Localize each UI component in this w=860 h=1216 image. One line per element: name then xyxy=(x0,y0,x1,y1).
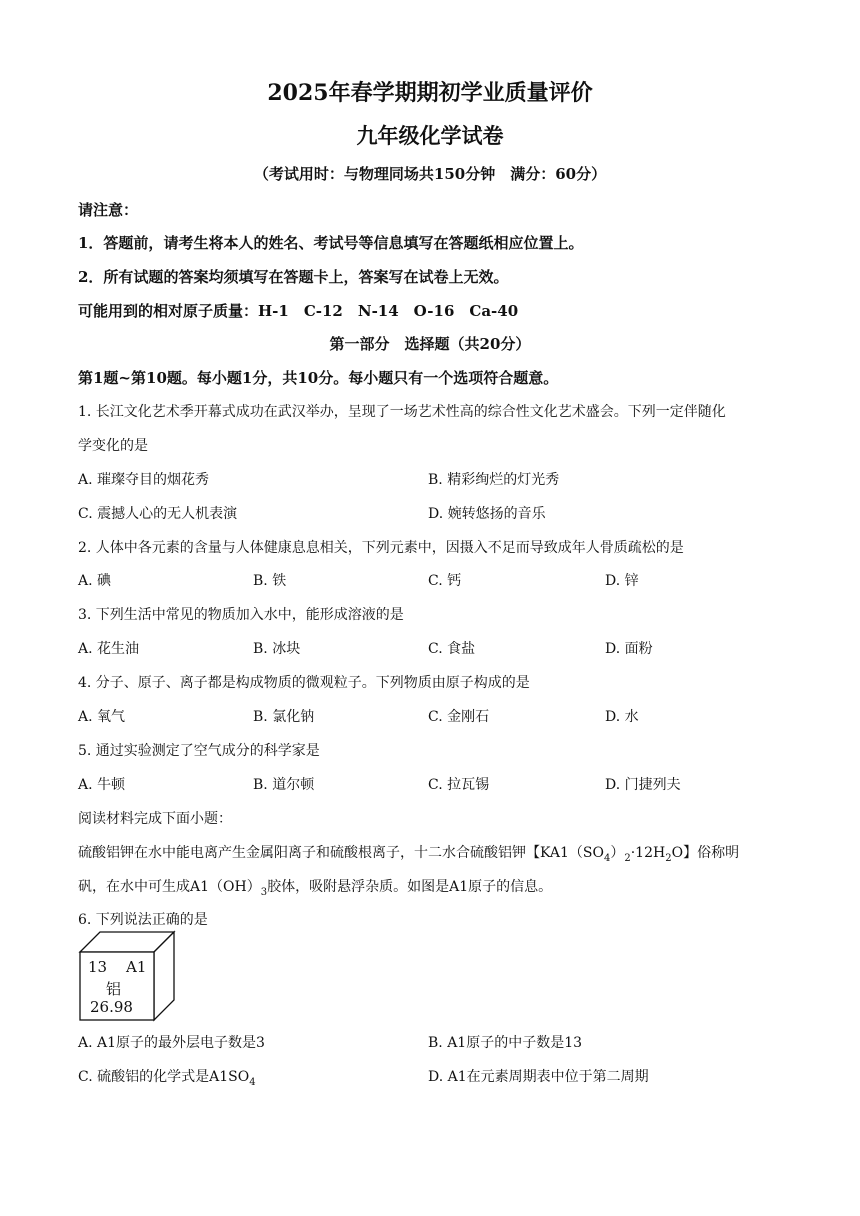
question-3-option-a: A. 花生油 xyxy=(78,641,140,657)
element-atomic-mass: 26.98 xyxy=(90,998,133,1016)
notice-item-1: 1．答题前，请考生将本人的姓名、考试号等信息填写在答题纸相应位置上。 xyxy=(78,234,584,252)
question-3-option-c: C. 食盐 xyxy=(428,641,476,657)
atomic-masses: 可能用到的相对原子质量：H-1 C-12 N-14 O-16 Ca-40 xyxy=(78,302,519,320)
page-title: 2025年春学期期初学业质量评价 xyxy=(267,80,593,106)
question-2-option-c: C. 钙 xyxy=(428,573,462,589)
question-4-stem: 4. 分子、原子、离子都是构成物质的微观粒子。下列物质由原子构成的是 xyxy=(78,675,530,691)
question-4-option-a: A. 氧气 xyxy=(78,709,126,725)
question-1-stem-line2: 学变化的是 xyxy=(78,438,148,454)
paper-subtitle: 九年级化学试卷 xyxy=(356,123,504,148)
question-1-stem-line1: 1. 长江文化艺术季开幕式成功在武汉举办，呈现了一场艺术性高的综合性文化艺术盛会。下列一定伴随化 xyxy=(78,404,726,420)
question-6-option-d: D. A1在元素周期表中位于第二周期 xyxy=(428,1069,649,1085)
reading-line-1: 硫酸铝钾在水中能电离产生金属阳离子和硫酸根离子，十二水合硫酸铝钾【$KA1(SO_4)_2\cdot 12H_2O$】俗称明 xyxy=(78,845,740,864)
question-3-stem: 3. 下列生活中常见的物质加入水中，能形成溶液的是 xyxy=(78,607,404,623)
reading-intro: 阅读材料完成下面小题： xyxy=(78,811,232,827)
question-4-option-d: D. 水 xyxy=(605,709,639,725)
question-4-option-c: C. 金刚石 xyxy=(428,709,490,725)
question-1-option-a: A. 璀璨夺目的烟花秀 xyxy=(78,472,210,488)
question-6-stem: 6. 下列说法正确的是 xyxy=(78,912,208,928)
question-2-option-a: A. 碘 xyxy=(78,573,112,589)
question-6-option-b: B. A1原子的中子数是13 xyxy=(428,1035,583,1051)
question-2-option-d: D. 锌 xyxy=(605,573,639,589)
question-1-option-b: B. 精彩绚烂的灯光秀 xyxy=(428,472,560,488)
notice-label: 请注意： xyxy=(78,201,139,219)
question-1-option-d: D. 婉转悠扬的音乐 xyxy=(428,506,546,522)
question-3-option-d: D. 面粉 xyxy=(605,641,653,657)
question-4-option-b: B. 氯化钠 xyxy=(253,709,315,725)
section-title: 第一部分 选择题（共20分） xyxy=(329,335,531,353)
question-6-option-a: A. A1原子的最外层电子数是3 xyxy=(78,1035,265,1051)
question-5-option-b: B. 道尔顿 xyxy=(253,777,315,793)
question-5-option-c: C. 拉瓦锡 xyxy=(428,777,490,793)
question-3-option-b: B. 冰块 xyxy=(253,641,301,657)
element-name: 铝 xyxy=(106,980,122,998)
exam-info: （考试用时：与物理同场共150分钟 满分：60分） xyxy=(253,165,607,183)
element-atomic-number: 13 xyxy=(88,958,108,976)
notice-item-2: 2．所有试题的答案均须填写在答题卡上，答案写在试卷上无效。 xyxy=(78,268,509,286)
section-instruction: 第1题~第10题。每小题1分，共10分。每小题只有一个选项符合题意。 xyxy=(78,369,559,387)
question-5-option-d: D. 门捷列夫 xyxy=(605,777,681,793)
aluminum-element-card xyxy=(78,930,178,1022)
reading-line-2: 矾，在水中可生成$A1(OH)_3$胶体，吸附悬浮杂质。如图是A1原子的信息。 xyxy=(78,879,553,898)
question-2-option-b: B. 铁 xyxy=(253,573,287,589)
question-6-option-c: C. 硫酸铝的化学式是$A1SO_4$ xyxy=(78,1069,256,1088)
question-2-stem: 2. 人体中各元素的含量与人体健康息息相关，下列元素中，因摄入不足而导致成年人骨质疏松的是 xyxy=(78,540,684,556)
question-5-stem: 5. 通过实验测定了空气成分的科学家是 xyxy=(78,743,320,759)
question-1-option-c: C. 震撼人心的无人机表演 xyxy=(78,506,238,522)
element-symbol: A1 xyxy=(126,958,147,976)
question-5-option-a: A. 牛顿 xyxy=(78,777,126,793)
